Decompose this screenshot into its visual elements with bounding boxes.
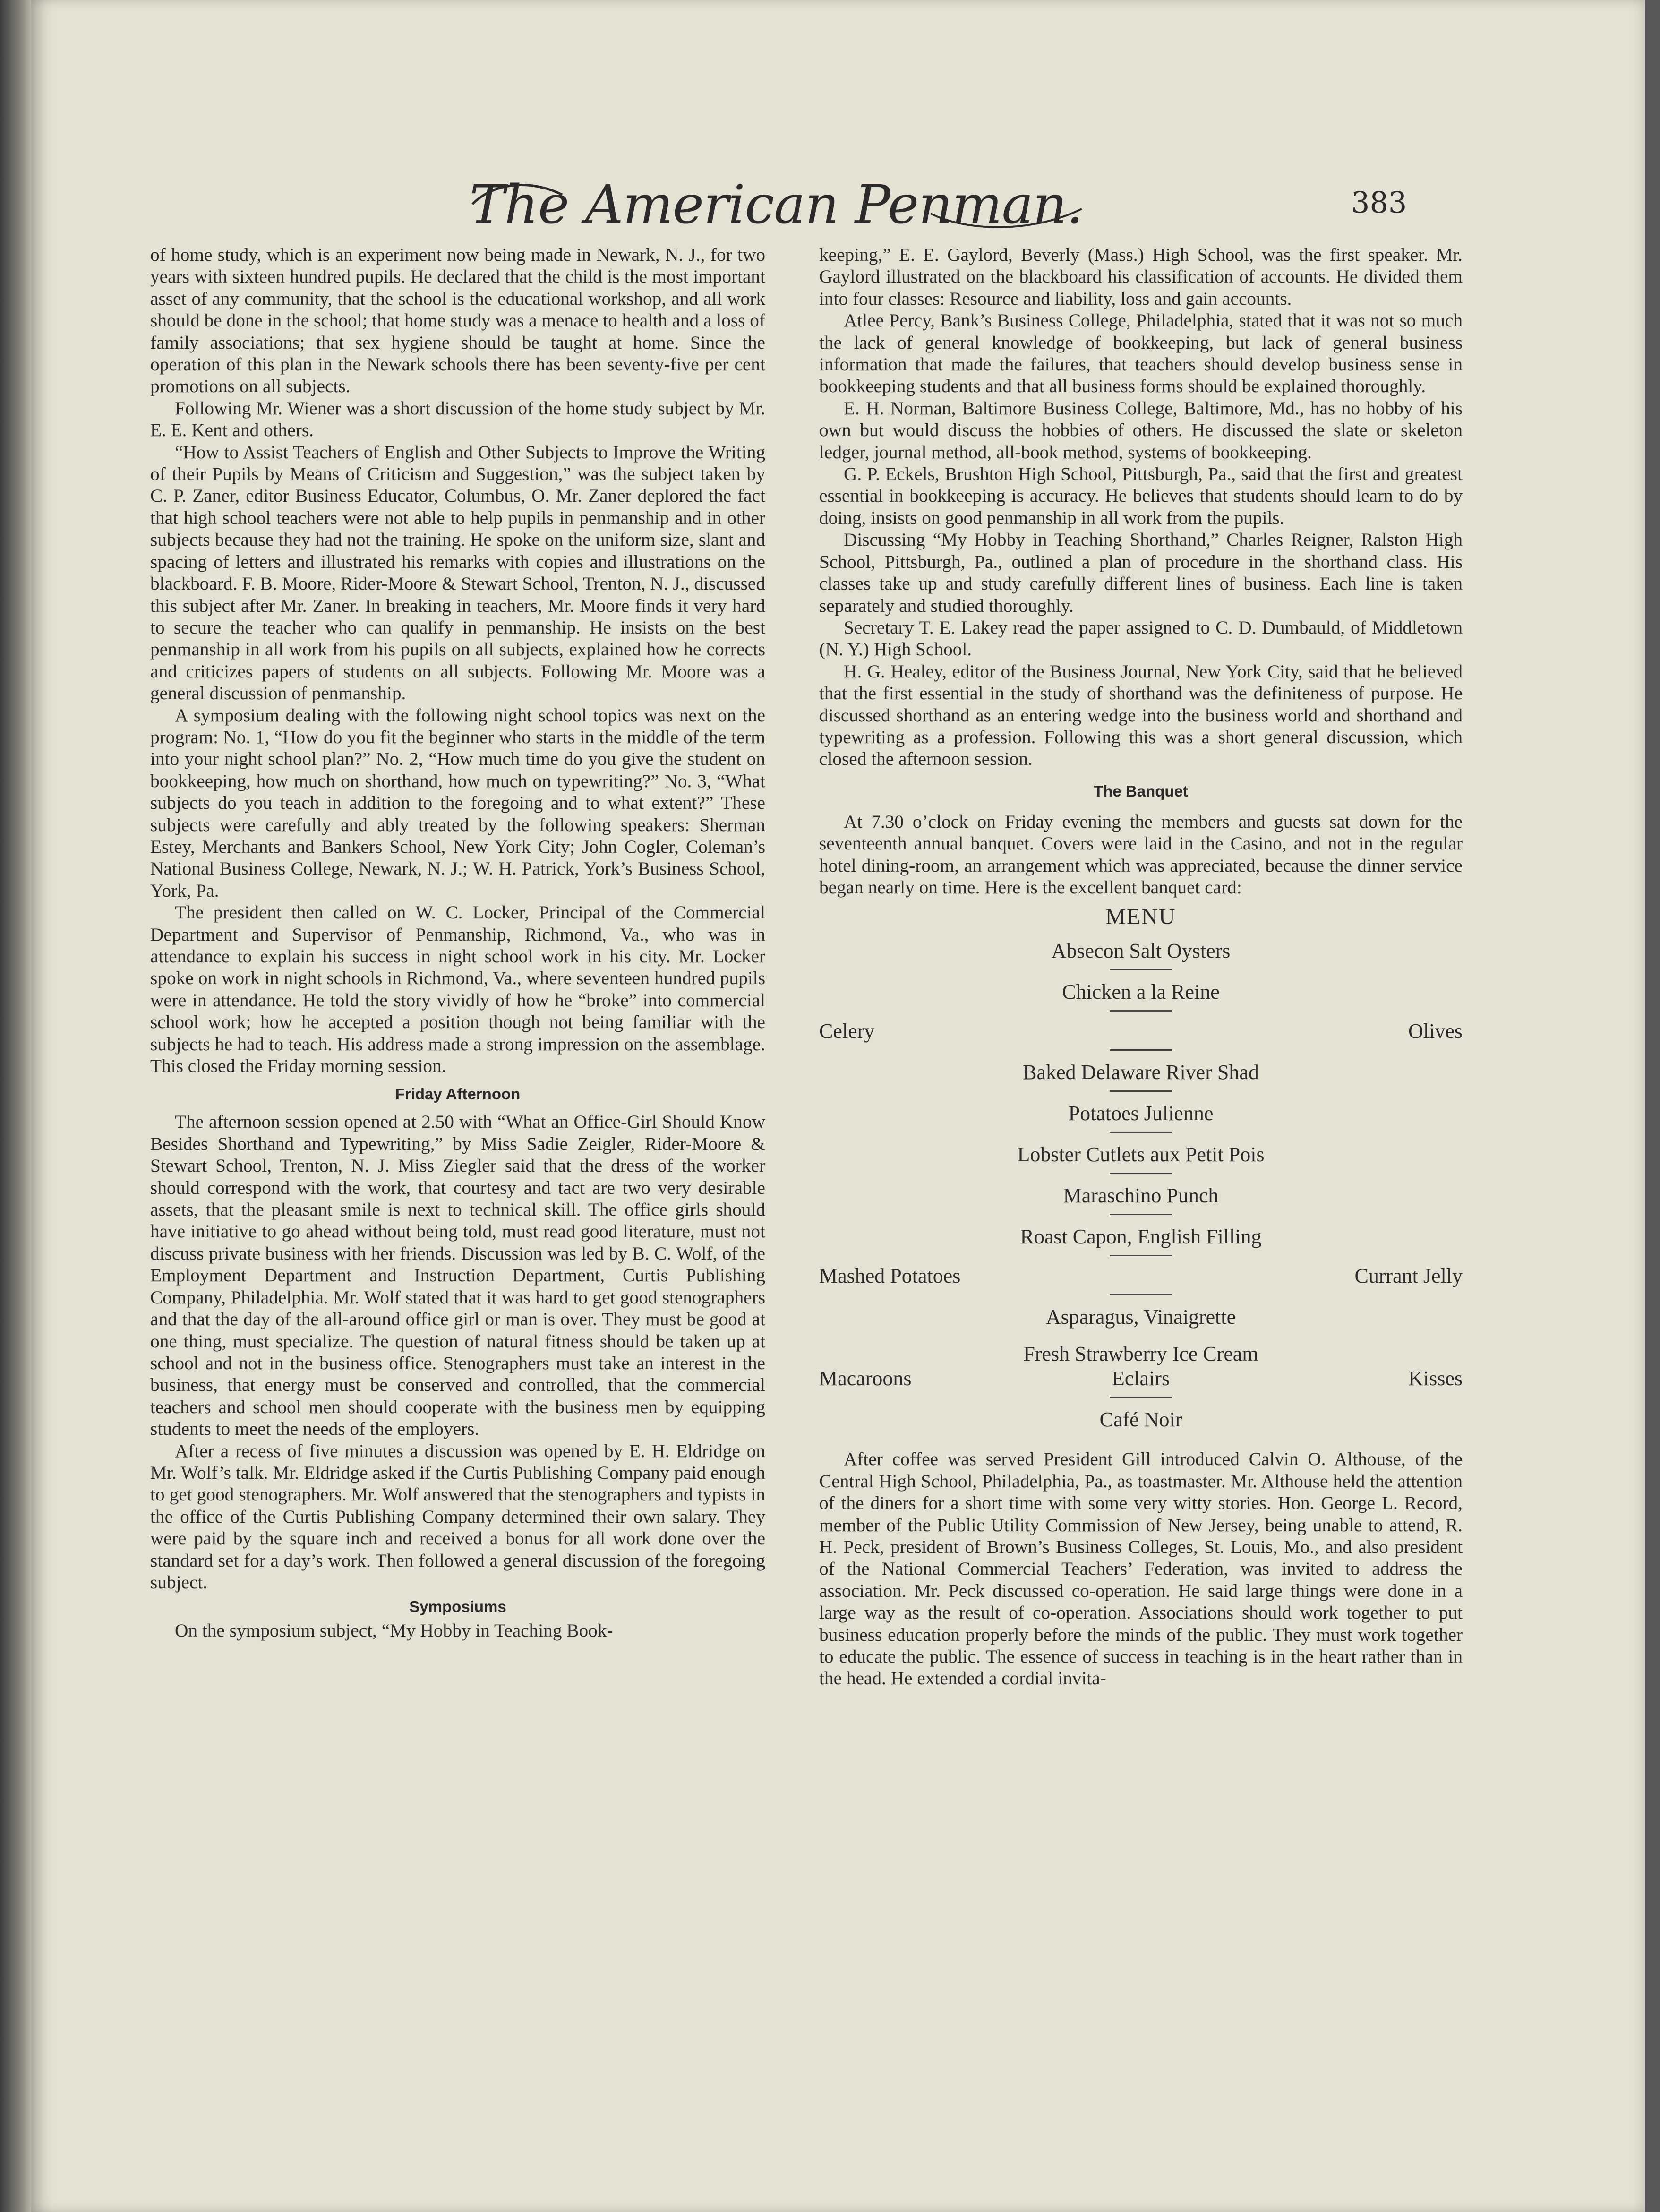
menu-item: Absecon Salt Oysters [1051, 939, 1231, 963]
banquet-menu [819, 905, 1463, 1432]
paragraph: After coffee was served President Gill introduced Calvin O. Althouse, of the Central High School, Philadelphia, Pa., as toastmaster. Mr. Althouse held the attention of the diners for a short time with some very witty stories. Hon. George L. Record, member of the Public Utility Commission of New Jersey, being unable to attend, R. H. Peck, president of Brown’s Business Colleges, St. Louis, Mo., and also president of the National Commercial Teachers’ Federation, was invited to address the association. Mr. Peck discussed co-operation. He said large things were done in a large way as the result of co-operation. Associations should work together to put business education properly before the minds of the public. They must work together to educate the public. The essence of success in teaching is in the heart rather than in the head. He extended a cordial invita- [819, 1449, 1463, 1689]
paragraph: A symposium dealing with the following night school topics was next on the program: No. 1, “How do you fit the beginner who starts in the middle of the term into your night school plan?” No. 2, “How much time do you give the student on bookkeeping, how much on shorthand, how much on typewriting?” No. 3, “What subjects do you teach in addition to the foregoing and to what extent?” These subjects were carefully and ably treated by the following speakers: Sherman Estey, Merchants and Bankers School, New York City; John Cogler, Coleman’s National Business College, Newark, N. J.; W. H. Patrick, York’s Business School, York, Pa. [150, 704, 765, 901]
paragraph: G. P. Eckels, Brushton High School, Pittsburgh, Pa., said that the first and greatest essential in bookkeeping is accuracy. He believes that students should learn to do by doing, insists on good penmanship in all work from the pupils. [819, 463, 1463, 528]
book-gutter [0, 0, 31, 2212]
menu-divider [1110, 1173, 1172, 1174]
menu-row [819, 1019, 1463, 1044]
menu-row [819, 1342, 1463, 1391]
menu-divider [1110, 969, 1172, 970]
paragraph: Atlee Percy, Bank’s Business College, Philadelphia, stated that it was not so much the lack of general knowledge of bookkeeping, but lack of general business information that made the failures, that teachers should develop business sense in bookkeeping students and that all business forms should be explained thoroughly. [819, 310, 1463, 397]
menu-divider [1110, 1397, 1172, 1398]
menu-item: Maraschino Punch [1063, 1184, 1219, 1208]
masthead-logo [468, 176, 1167, 237]
menu-divider [1110, 1010, 1172, 1012]
paragraph: Discussing “My Hobby in Teaching Shorthand,” Charles Reigner, Ralston High School, Pittsburgh, Pa., outlined a plan of procedure in the shorthand class. His classes take up and study carefully different lines of business. Each line is taken separately and studied thoroughly. [819, 529, 1463, 616]
menu-item: Currant Jelly [1354, 1264, 1463, 1288]
menu-item: Baked Delaware River Shad [1023, 1061, 1259, 1084]
section-heading-friday-afternoon: Friday Afternoon [395, 1085, 521, 1103]
section-heading-banquet: The Banquet [1094, 782, 1188, 800]
section-heading-symposiums: Symposiums [409, 1598, 506, 1616]
paragraph: E. H. Norman, Baltimore Business College, Baltimore, Md., has no hobby of his own but would discuss the hobbies of others. He discussed the slate or skeleton ledger, journal method, all-book method, systems of bookkeeping. [819, 397, 1463, 463]
paragraph: The afternoon session opened at 2.50 with “What an Office-Girl Should Know Besides Shorthand and Typewriting,” by Miss Sadie Zeigler, Rider-Moore & Stewart School, Trenton, N. J. Miss Ziegler said that the dress of the worker should correspond with the work, that courtesy and tact are two very desirable assets, that the pleasant smile is next to technical skill. The office girls should have initiative to go ahead without being told, must read good literature, must not discuss private business with her friends. Discussion was led by B. C. Wolf, of the Employment Department and Instruction Department, Curtis Publishing Company, Philadelphia. Mr. Wolf stated that it was hard to get good stenographers and that the day of the all-around office girl or man is over. They must be good at one thing, must specialize. The question of natural fitness should be taken up at school and not in the business office. Stenographers must take an interest in the business, that energy must be conserved and controlled, that the commercial teachers and school men should cooperate with the business men by equipping students to meet the needs of the employers. [150, 1111, 765, 1440]
menu-item: Olives [1408, 1020, 1463, 1043]
menu-item: Eclairs [1112, 1367, 1170, 1390]
menu-item: Roast Capon, English Filling [1020, 1225, 1262, 1249]
paragraph: of home study, which is an experiment now being made in Newark, N. J., for two years with sixteen hundred pupils. He declared that the child is the most important asset of any community, that the school is the educational workshop, and all work should be done in the school; that home study was a menace to health and a loss of family associations; that sex hygiene should be taught at home. Since the operation of this plan in the Newark schools there has been seventy-five per cent promotions on all subjects. [150, 244, 765, 397]
menu-item: Café Noir [1099, 1408, 1182, 1432]
menu-item: Kisses [1408, 1367, 1463, 1390]
right-column [819, 244, 1463, 1689]
menu-item: Lobster Cutlets aux Petit Pois [1017, 1143, 1265, 1166]
menu-divider [1110, 1090, 1172, 1092]
menu-divider [1110, 1132, 1172, 1133]
paragraph: At 7.30 o’clock on Friday evening the members and guests sat down for the seventeenth annual banquet. Covers were laid in the Casino, and not in the regular hotel dining-room, an arrangement which was appreciated, because the dinner service began nearly on time. Here is the excellent banquet card: [819, 811, 1463, 898]
paragraph: keeping,” E. E. Gaylord, Beverly (Mass.) High School, was the first speaker. Mr. Gaylord illustrated on the blackboard his classification of accounts. He divided them into four classes: Resource and liability, loss and gain accounts. [819, 244, 1463, 309]
menu-item: Fresh Strawberry Ice Cream [1023, 1342, 1258, 1366]
paragraph: The president then called on W. C. Locker, Principal of the Commercial Department and Supervisor of Penmanship, Richmond, Va., who was in attendance to explain his success in night school work in his city. Mr. Locker spoke on work in night schools in Richmond, Va., where seventeen hundred pupils were in attendance. He told the story vividly of how he “broke” into commercial school work; how he accepted a position though not being familiar with the subjects he had to teach. His address made a strong impression on the assemblage. This closed the Friday morning session. [150, 902, 765, 1077]
menu-item: Mashed Potatoes [819, 1264, 961, 1288]
menu-divider [1110, 1294, 1172, 1295]
menu-dessert-stack [937, 1342, 1344, 1391]
menu-item: Asparagus, Vinaigrette [1045, 1305, 1236, 1329]
menu-title: MENU [1105, 904, 1176, 930]
left-column [150, 244, 765, 1642]
menu-divider [1110, 1049, 1172, 1051]
menu-item: Chicken a la Reine [1062, 980, 1220, 1004]
paragraph: Secretary T. E. Lakey read the paper assigned to C. D. Dumbauld, of Middletown (N. Y.) High School. [819, 617, 1463, 660]
menu-item: Celery [819, 1020, 875, 1043]
menu-divider [1110, 1255, 1172, 1256]
paragraph: H. G. Healey, editor of the Business Journal, New York City, said that he believed that the first essential in the study of shorthand was the definiteness of purpose. He discussed shorthand as an entering wedge into the business world and shorthand and typewriting as a profession. Following this was a short general discussion, which closed the afternoon session. [819, 660, 1463, 770]
page-number: 383 [1351, 185, 1407, 220]
menu-item: Potatoes Julienne [1068, 1102, 1214, 1125]
paragraph: Following Mr. Wiener was a short discussion of the home study subject by Mr. E. E. Kent and others. [150, 397, 765, 441]
svg-text:The American Penman.: The American Penman. [470, 176, 1083, 236]
menu-item: Macaroons [819, 1367, 912, 1390]
menu-divider [1110, 1214, 1172, 1215]
masthead-script-logo [468, 176, 1167, 237]
paragraph: “How to Assist Teachers of English and Other Subjects to Improve the Writing of their Pupils by Means of Criticism and Suggestion,” was the subject taken by C. P. Zaner, editor Business Educator, Columbus, O. Mr. Zaner deplored the fact that high school teachers were not able to help pupils in penmanship and in other subjects because they had not the training. He spoke on the uniform size, slant and spacing of letters and illustrated his remarks with copies and illustrations on the blackboard. F. B. Moore, Rider-Moore & Stewart School, Trenton, N. J., discussed this subject after Mr. Zaner. In breaking in teachers, Mr. Moore finds it very hard to secure the teacher who can qualify in penmanship. He insists on the best penmanship in all work from his pupils on all subjects, explained how he corrects and criticizes papers of students on all subjects. Following Mr. Moore was a general discussion of penmanship. [150, 441, 765, 704]
paragraph: After a recess of five minutes a discussion was opened by E. H. Eldridge on Mr. Wolf’s talk. Mr. Eldridge asked if the Curtis Publishing Company paid enough to get good stenographers. Mr. Wolf answered that the stenographers and typists in the office of the Curtis Publishing Company determined their own salary. They were paid by the square inch and received a bonus for all work done over the standard set for a day’s work. Then followed a general discussion of the foregoing subject. [150, 1440, 765, 1593]
menu-row [819, 1264, 1463, 1288]
paragraph: On the symposium subject, “My Hobby in Teaching Book- [175, 1620, 613, 1641]
